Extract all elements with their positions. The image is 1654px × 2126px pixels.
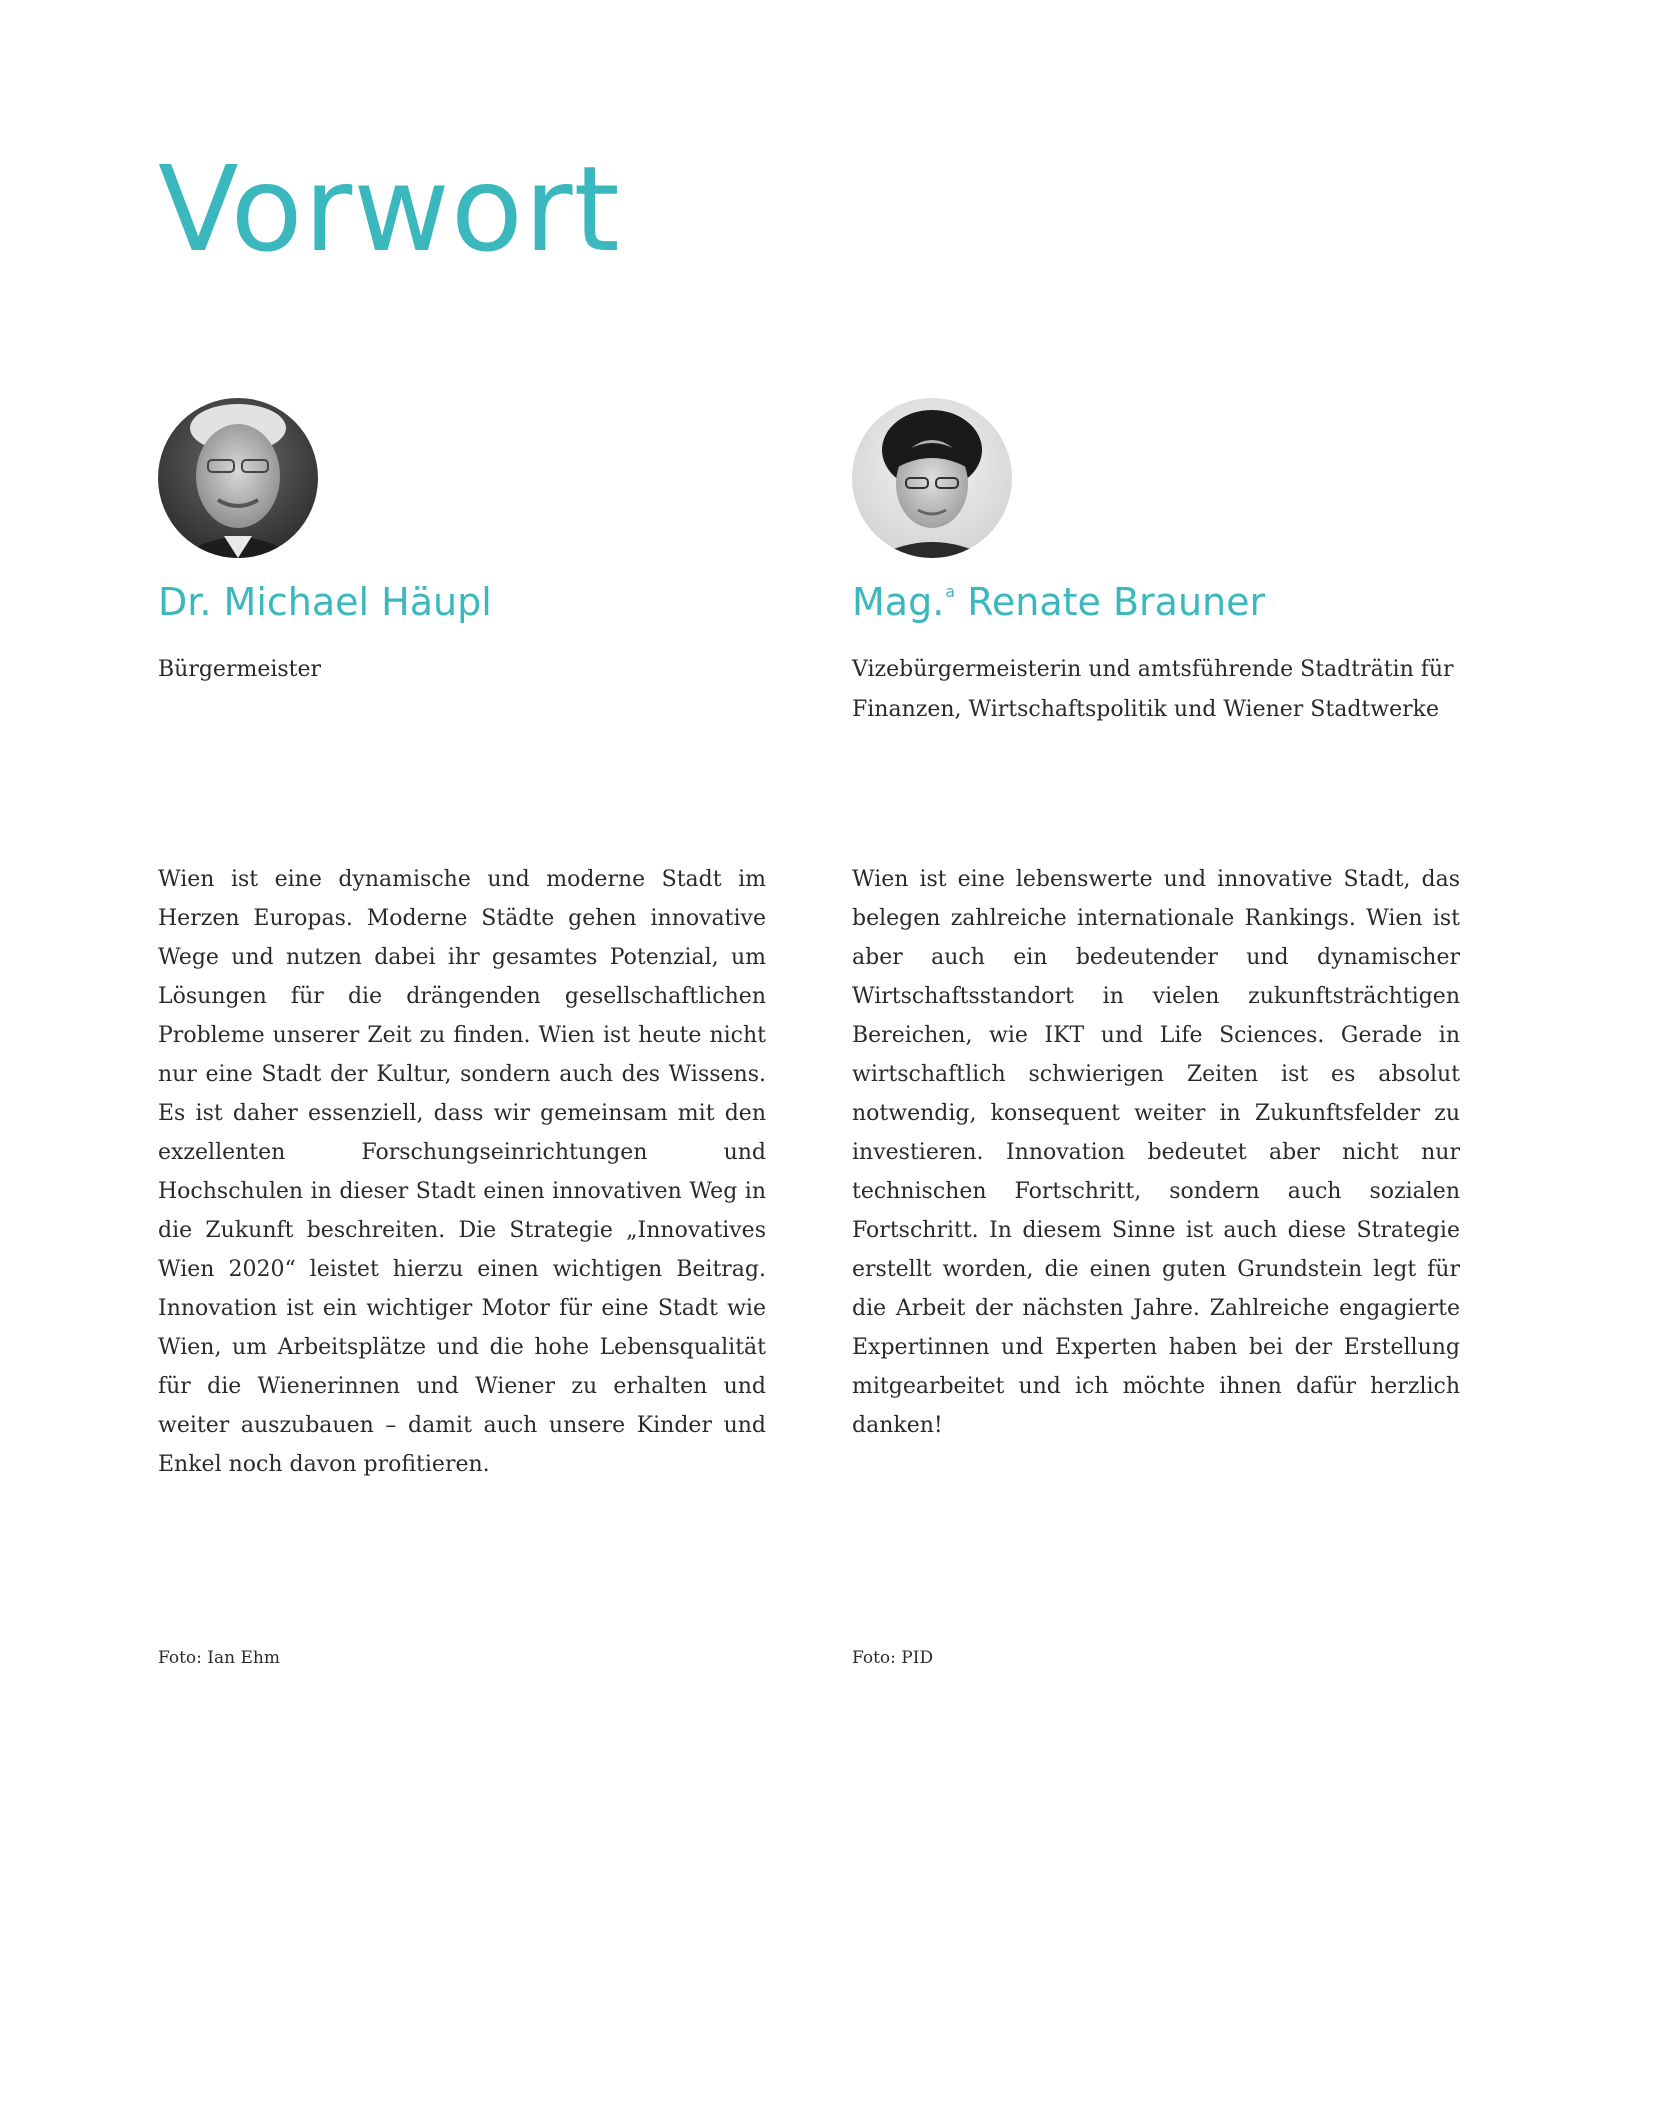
foreword-text-haeupl: Wien ist eine dynamische und moderne Stadt im Herzen Europas. Moderne Städte gehen innovative Wege und nutzen dabei ihr gesamtes Potenzial, um Lösungen für die drängenden gesellschaftlichen Probleme unserer Zeit zu finden. Wien ist heute nicht nur eine Stadt der Kultur, sondern auch des Wissens. Es ist daher essenziell, dass wir gemeinsam mit den exzellenten Forschungseinrichtungen und Hochschulen in dieser Stadt einen innovativen Weg in die Zukunft beschreiten. Die Strategie „Innovatives Wien 2020“ leistet hierzu einen wichtigen Beitrag. Innovation ist ein wichtiger Motor für eine Stadt wie Wien, um Arbeitsplätze und die hohe Lebensqualität für die Wienerinnen und Wiener zu erhalten und weiter auszubauen – damit auch unsere Kinder und Enkel noch davon profitieren. xyxy=(158,867,766,1477)
foreword-text-brauner: Wien ist eine lebenswerte und innovative Stadt, das belegen zahlreiche internationale Rankings. Wien ist aber auch ein bedeutender und dynamischer Wirtschaftsstandort in vielen zukunftsträchtigen Bereichen, wie IKT und Life Sciences. Gerade in wirtschaftlich schwierigen Zeiten ist es absolut notwendig, konsequent weiter in Zukunftsfelder zu investieren. Innovation bedeutet aber nicht nur technischen Fortschritt, sondern auch sozialen Fortschritt. In diesem Sinne ist auch diese Strategie erstellt worden, die einen guten Grundstein legt für die Arbeit der nächsten Jahre. Zahlreiche engagierte Expertinnen und Experten haben bei der Erstellung mitgearbeitet und ich möchte ihnen dafür herzlich danken! xyxy=(852,867,1460,1438)
author-name-brauner: Mag.$^a$ Renate Brauner xyxy=(852,580,1266,624)
author-column-right xyxy=(852,398,1512,730)
page-title: Vorwort xyxy=(158,140,621,278)
photo-credit-haeupl: Foto: Ian Ehm xyxy=(158,1648,280,1668)
portrait-photo-brauner xyxy=(852,398,1012,558)
author-role-haeupl: Bürgermeister xyxy=(158,656,322,682)
portrait-photo-haeupl xyxy=(158,398,318,558)
author-column-left xyxy=(158,398,768,690)
author-role-brauner: Vizebürgermeisterin und amtsführende Stadträtin für Finanzen, Wirtschaftspolitik und Wiener Stadtwerke xyxy=(852,656,1454,722)
photo-credit-brauner: Foto: PID xyxy=(852,1648,934,1668)
author-name-haeupl: Dr. Michael Häupl xyxy=(158,580,492,624)
